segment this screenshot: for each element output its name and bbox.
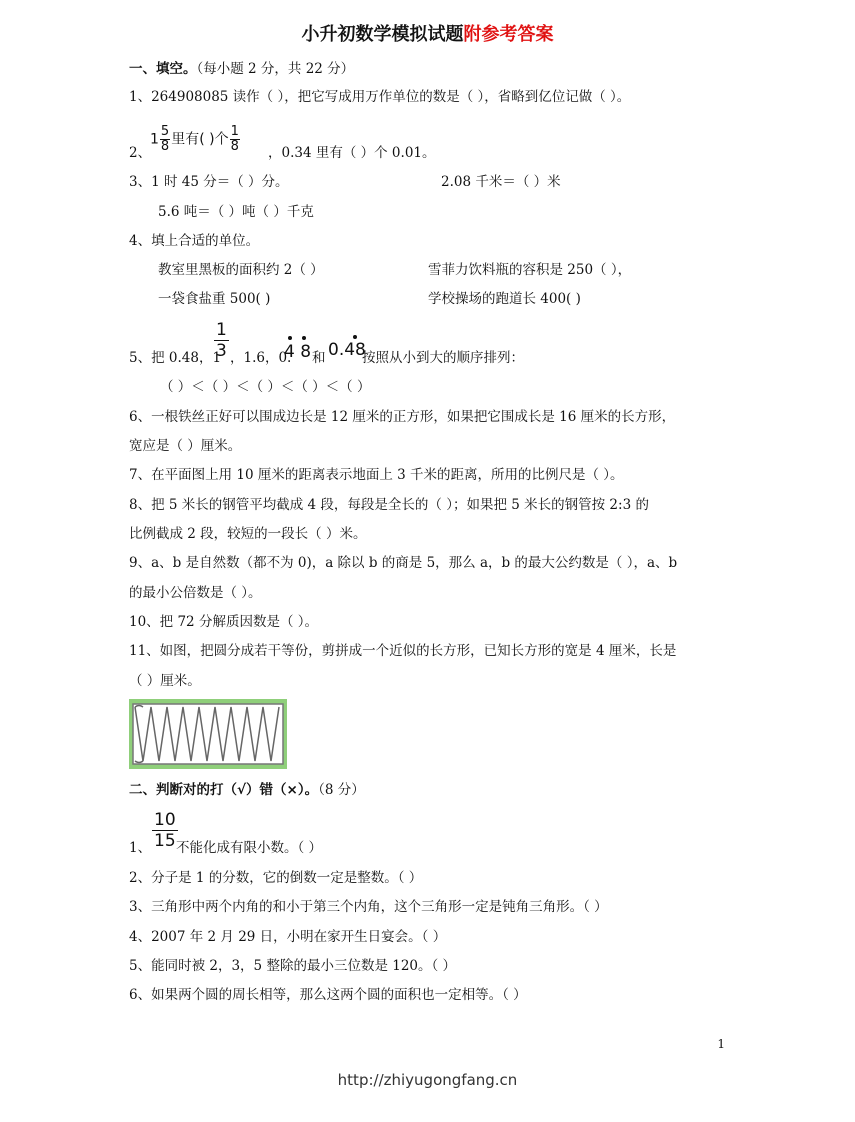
- question-4d: 学校操场的跑道长 400( ): [428, 291, 581, 307]
- question-4c: 一袋食盐重 500( ): [158, 291, 271, 307]
- question-4: 4、填上合适的单位。: [129, 233, 260, 249]
- footer-url: http://zhiyugongfang.cn: [337, 1071, 518, 1089]
- judge-1-text: 不能化成有限小数。（ ）: [176, 840, 323, 856]
- repeating-decimal-0-48: 0.48: [328, 340, 366, 360]
- judge-4: 4、2007 年 2 月 29 日，小明在家开生日宴会。（ ）: [129, 929, 447, 945]
- question-9b: 的最小公倍数是（ ）。: [129, 585, 262, 601]
- repeat-dot: [302, 336, 306, 340]
- question-5-order: （ ）＜（ ）＜（ ）＜（ ）＜（ ）: [160, 379, 371, 395]
- question-11a: 11、如图，把圆分成若干等份，剪拼成一个近似的长方形，已知长方形的宽是 4 厘米，长是: [129, 643, 677, 659]
- judge-5: 5、能同时被 2，3，5 整除的最小三位数是 120。（ ）: [129, 958, 457, 974]
- question-3b: 2.08 千米＝（ ）米: [441, 174, 561, 190]
- question-8b: 比例截成 2 段，较短的一段长（ ）米。: [129, 526, 367, 542]
- fraction-10-15: 10 15: [154, 810, 176, 851]
- question-2-mixed-number: 1 $\frac{5}{8}$ 里有( )个 $\frac{1}{8}$: [150, 124, 239, 154]
- judge-3: 3、三角形中两个内角的和小于第三个内角，这个三角形一定是钝角三角形。（ ）: [129, 899, 608, 915]
- fraction-1-8: $\frac{1}{8}$: [230, 124, 239, 154]
- question-6a: 6、一根铁丝正好可以围成边长是 12 厘米的正方形，如果把它围成长是 16 厘米的长方形，: [129, 409, 676, 425]
- question-6b: 宽应是（ ）厘米。: [129, 438, 242, 454]
- question-4a: 教室里黑板的面积约 2（ ）: [158, 262, 324, 278]
- title-answer-key: 附参考答案: [463, 24, 554, 45]
- page-title: [0, 20, 855, 46]
- section-1-heading: 一、填空。（每小题 2 分，共 22 分）: [129, 61, 355, 77]
- question-10: 10、把 72 分解质因数是（ ）。: [129, 614, 318, 630]
- question-3c: 5.6 吨＝（ ）吨（ ）千克: [158, 204, 314, 220]
- question-5-prefix: 5、把 0.48，1: [129, 350, 222, 366]
- question-5-mid: ，1.6，0.: [230, 350, 292, 366]
- question-2-prefix: 2、: [129, 145, 152, 161]
- question-8a: 8、把 5 米长的钢管平均截成 4 段，每段是全长的（ ）；如果把 5 米长的钢管按 2:3 的: [129, 497, 649, 513]
- title-main: 小升初数学模拟试题: [301, 24, 464, 45]
- question-7: 7、在平面图上用 10 厘米的距离表示地面上 3 千米的距离，所用的比例尺是（ ）。: [129, 467, 624, 483]
- repeat-dot: [353, 335, 357, 339]
- question-11b: （ ）厘米。: [129, 673, 201, 689]
- fraction-1-3: 1 3: [216, 320, 227, 361]
- question-3a: 3、1 时 45 分＝（ ）分。: [129, 174, 289, 190]
- question-9a: 9、a、b 是自然数（都不为 0)，a 除以 b 的商是 5，那么 a，b 的最大公约数是（ ），a、b: [129, 555, 678, 571]
- question-4b: 雪菲力饮料瓶的容积是 250（ ），: [428, 262, 632, 278]
- question-5-and: 和: [312, 350, 326, 366]
- judge-6: 6、如果两个圆的周长相等，那么这两个圆的面积也一定相等。（ ）: [129, 987, 527, 1003]
- question-1: 1、264908085 读作（ ），把它写成用万作单位的数是（ ），省略到亿位记做（ ）。: [129, 89, 631, 105]
- question-5-tail: 按照从小到大的顺序排列：: [362, 350, 524, 366]
- repeating-decimal-48: 4 8: [284, 342, 312, 362]
- question-2-rest: ，0.34 里有（ ）个 0.01。: [268, 145, 436, 161]
- repeat-dot: [288, 336, 292, 340]
- page-number: 1: [717, 1037, 725, 1051]
- circle-sectors-rectangle-figure: [129, 699, 287, 769]
- judge-2: 2、分子是 1 的分数，它的倒数一定是整数。（ ）: [129, 870, 423, 886]
- judge-1-prefix: 1、: [129, 840, 152, 856]
- section-2-heading: 二、判断对的打（√）错（×）。（8 分）: [129, 782, 365, 798]
- fraction-5-8: $\frac{5}{8}$: [160, 124, 170, 154]
